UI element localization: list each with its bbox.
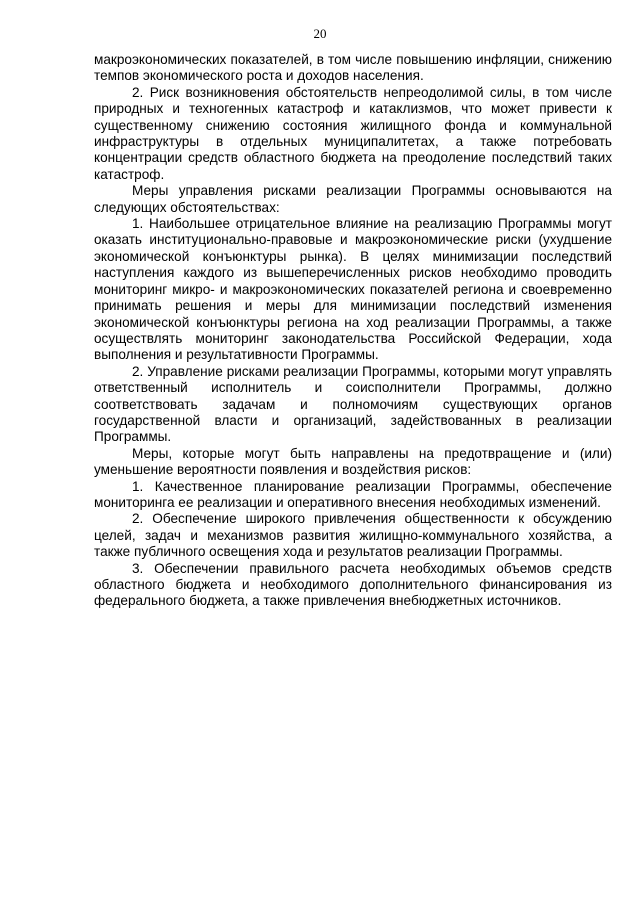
paragraph-inflation-continuation: макроэкономических показателей, в том числе повышению инфляции, снижению темпов экономического роста и доходов населения. bbox=[94, 52, 612, 84]
document-body bbox=[94, 52, 612, 610]
paragraph-macroeconomic-risks: 1. Наибольшее отрицательное влияние на реализацию Программы могут оказать институционально-правовые и макроэкономические риски (ухудшение экономической конъюнктуры рынка). В целях минимизации последствий наступления каждого из вышеперечисленных рисков необходимо проводить мониторинг микро- и макроэкономических показателей региона и своевременно принимать решения и меры для минимизации последствий изменения экономической конъюнктуры региона на ход реализации Программы, а также осуществлять мониторинг законодательства Российской Федерации, хода выполнения и результативности Программы. bbox=[94, 216, 612, 363]
paragraph-risk-measures-intro: Меры управления рисками реализации Программы основываются на следующих обстоятельствах: bbox=[94, 183, 612, 215]
page-number: 20 bbox=[313, 26, 327, 41]
paragraph-prevention-measures-intro: Меры, которые могут быть направлены на предотвращение и (или) уменьшение вероятности появления и воздействия рисков: bbox=[94, 445, 612, 478]
paragraph-force-majeure-risk: 2. Риск возникновения обстоятельств непреодолимой силы, в том числе природных и техногенных катастроф и катаклизмов, что может привести к существенному снижению состояния жилищного фонда и коммунальной инфраструктуры в отдельных муниципалитетах, а также потребовать концентрации средств областного бюджета на преодоление последствий таких катастроф. bbox=[94, 84, 612, 182]
paragraph-public-involvement: 2. Обеспечение широкого привлечения общественности к обсуждению целей, задач и механизмов развития жилищно-коммунального хозяйства, а также публичного освещения хода и результатов реализации Программы. bbox=[94, 511, 612, 560]
paragraph-quality-planning: 1. Качественное планирование реализации Программы, обеспечение мониторинга ее реализации и оперативного внесения необходимых изменений. bbox=[94, 478, 612, 510]
paragraph-budget-calculation: 3. Обеспечении правильного расчета необходимых объемов средств областного бюджета и необходимого дополнительного финансирования из федерального бюджета, а также привлечения внебюджетных источников. bbox=[94, 560, 612, 609]
paragraph-risk-management: 2. Управление рисками реализации Программы, которыми могут управлять ответственный исполнитель и соисполнители Программы, должно соответствовать задачам и полномочиям существующих органов государственной власти и организаций, задействованных в реализации Программы. bbox=[94, 363, 612, 445]
